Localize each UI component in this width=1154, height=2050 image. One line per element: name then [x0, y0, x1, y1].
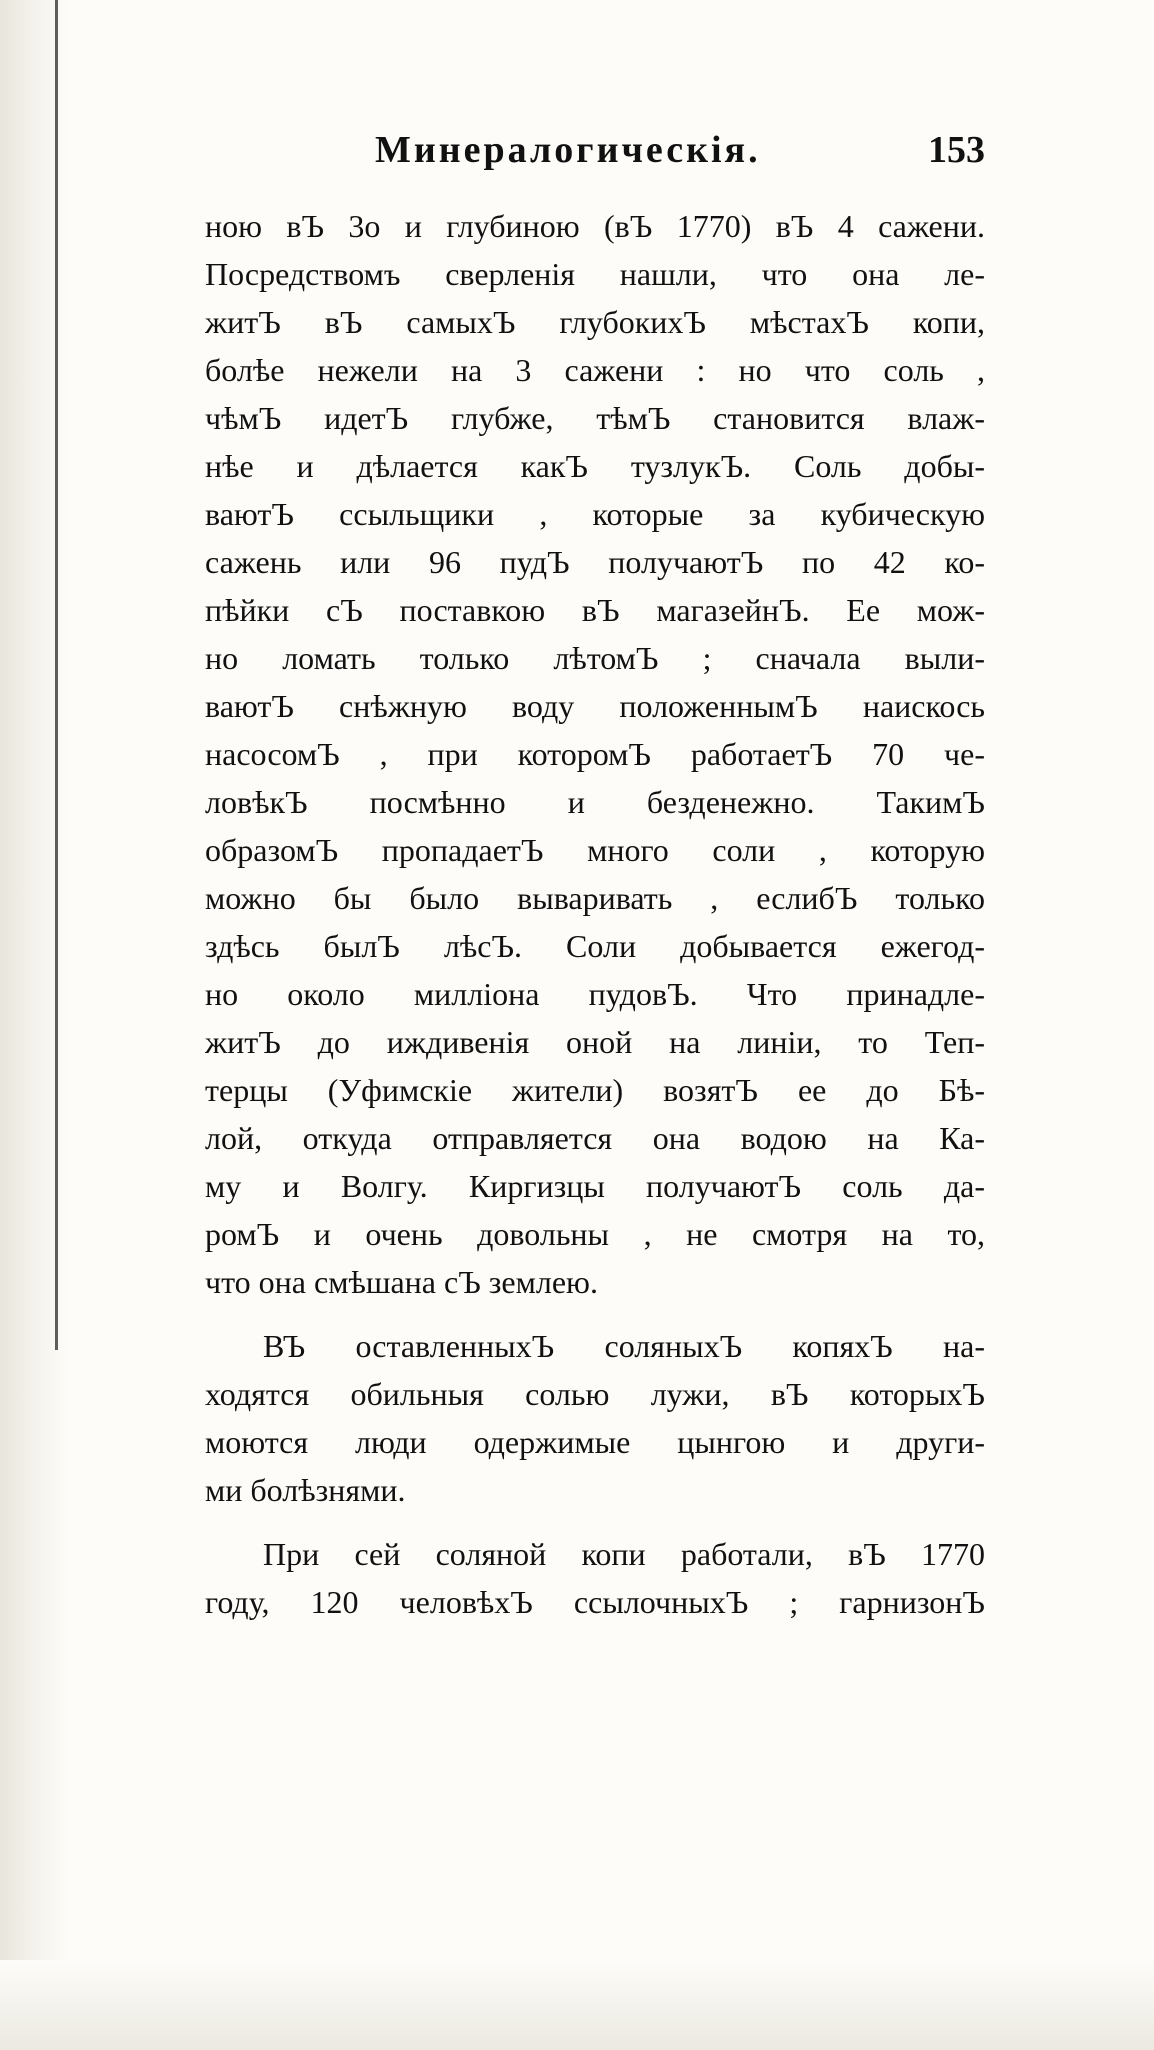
- text-line: чѣмЪ идетЪ глубже, тѣмЪ становится влаж-: [205, 400, 985, 436]
- page-gutter: [0, 0, 70, 2050]
- text-line: что она смѣшана сЪ землею.: [205, 1264, 598, 1300]
- text-line: образомЪ пропадаетЪ много соли , которую: [205, 832, 985, 868]
- text-line: моются люди одержимые цынгою и други-: [205, 1424, 985, 1460]
- text-line: но около милліона пудовЪ. Что принадле-: [205, 976, 985, 1012]
- text-line: но ломать только лѣтомЪ ; сначала выли-: [205, 640, 985, 676]
- text-line: году, 120 человѣхЪ ссылочныхЪ ; гарнизонЪ: [205, 1584, 985, 1620]
- text-line: можно бы было вываривать , еслибЪ только: [205, 880, 985, 916]
- text-line: ловѣкЪ посмѣнно и безденежно. ТакимЪ: [205, 784, 985, 820]
- paragraph-gap: [205, 1514, 985, 1530]
- body-text: [205, 202, 985, 1626]
- text-line: ною вЪ 3о и глубиною (вЪ 1770) вЪ 4 сажени.: [205, 208, 985, 244]
- text-line: нѣе и дѣлается какЪ тузлукЪ. Соль добы-: [205, 448, 985, 484]
- text-line: насосомЪ , при которомЪ работаетЪ 70 че-: [205, 736, 985, 772]
- text-line: сажень или 96 пудЪ получаютЪ по 42 ко-: [205, 544, 985, 580]
- page-number: 153: [928, 129, 985, 171]
- text-line: терцы (Уфимскiе жители) возятЪ ее до Бѣ-: [205, 1072, 985, 1108]
- text-line: му и Волгу. Киргизцы получаютЪ соль да-: [205, 1168, 985, 1204]
- text-line: житЪ до иждивенiя оной на линiи, то Теп-: [205, 1024, 985, 1060]
- paragraph-gap: [205, 1306, 985, 1322]
- text-line: ми болѣзнями.: [205, 1472, 406, 1508]
- text-line: ваютЪ ссыльщики , которые за кубическую: [205, 496, 985, 532]
- text-line: ромЪ и очень довольны , не смотря на то,: [205, 1216, 985, 1252]
- page-bottom-shading: [0, 1960, 1154, 2050]
- text-line: лой, откуда отправляется она водою на Ка-: [205, 1120, 985, 1156]
- binding-edge-line: [55, 0, 58, 1350]
- text-line: пѣйки сЪ поставкою вЪ магазейнЪ. Ее мож-: [205, 592, 985, 628]
- text-line: житЪ вЪ самыхЪ глубокихЪ мѣстахЪ копи,: [205, 304, 985, 340]
- text-line: болѣе нежели на 3 сажени : но что соль ,: [205, 352, 985, 388]
- text-line: При сей соляной копи работали, вЪ 1770: [263, 1536, 985, 1572]
- text-line: Посредствомъ сверленiя нашли, что она ле-: [205, 256, 985, 292]
- text-line: здѣсь былЪ лѣсЪ. Соли добывается ежегод-: [205, 928, 985, 964]
- text-line: ваютЪ снѣжную воду положеннымЪ наискось: [205, 688, 985, 724]
- running-title: Минералогическiя.: [375, 129, 761, 171]
- text-line: ВЪ оставленныхЪ соляныхЪ копяхЪ на-: [263, 1328, 985, 1364]
- text-line: ходятся обильныя солью лужи, вЪ которыхЪ: [205, 1376, 985, 1412]
- running-header: [205, 128, 985, 178]
